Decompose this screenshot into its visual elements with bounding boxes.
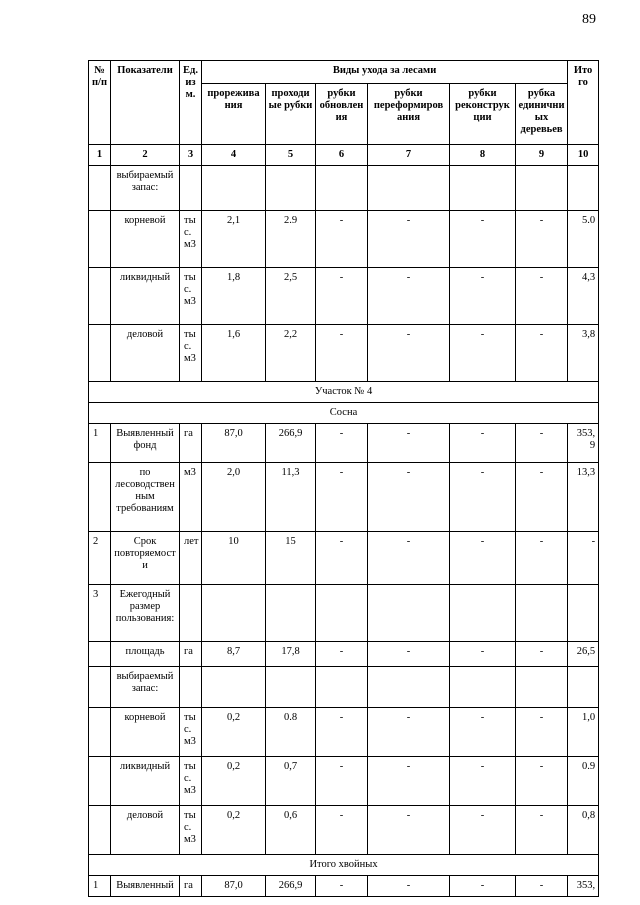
subcol-passage-cutting: проходи ые рубки [266,84,316,145]
row-number: 1 [89,424,111,463]
row-value: 87,0 [202,424,266,463]
row-value: 2.9 [266,211,316,268]
row-unit: м3 [180,463,202,532]
column-number: 9 [516,145,568,166]
page-number: 89 [582,12,596,27]
header-group-title: Виды ухода за лесами [202,61,568,84]
table-row [89,166,599,211]
row-number: 1 [89,876,111,897]
subcol-renewal-cutting: рубки обновлен ия [316,84,368,145]
row-value: - [316,532,368,585]
row-value [266,585,316,642]
row-value: 11,3 [266,463,316,532]
row-value: 0,2 [202,806,266,855]
row-value: - [516,642,568,667]
row-number [89,463,111,532]
header-unit: Ед. из м. [180,61,202,145]
row-value: 1,0 [568,708,599,757]
row-value: - [450,642,516,667]
row-value: - [316,325,368,382]
table-row [89,642,599,667]
row-value: - [516,463,568,532]
row-unit: ты с. м3 [180,325,202,382]
subcol-single-tree-cutting: рубка единични ых деревьев [516,84,568,145]
row-indicator: выбираемый запас: [111,166,180,211]
table-row [89,532,599,585]
table-row [89,424,599,463]
row-number [89,757,111,806]
row-indicator: Выявленный [111,876,180,897]
row-value: - [316,876,368,897]
row-unit: лет [180,532,202,585]
column-number: 10 [568,145,599,166]
row-value: 266,9 [266,424,316,463]
row-value [202,166,266,211]
row-unit: га [180,642,202,667]
row-value [266,166,316,211]
row-indicator: корневой [111,708,180,757]
row-value: - [368,532,450,585]
row-value: - [450,757,516,806]
row-value: 87,0 [202,876,266,897]
row-unit [180,166,202,211]
row-value: - [516,532,568,585]
row-value: - [516,268,568,325]
column-number-row [89,145,599,166]
row-value: - [368,211,450,268]
section-row [89,403,599,424]
row-number [89,667,111,708]
section-row [89,382,599,403]
row-value: - [450,325,516,382]
row-unit: ты с. м3 [180,757,202,806]
row-value [516,166,568,211]
row-value: - [450,532,516,585]
subcol-reformation-cutting: рубки переформиров ания [368,84,450,145]
row-value: 2,1 [202,211,266,268]
row-value: 1,8 [202,268,266,325]
section-title: Итого хвойных [89,855,599,876]
row-number [89,211,111,268]
row-unit: ты с. м3 [180,806,202,855]
row-value: - [316,642,368,667]
row-unit: ты с. м3 [180,268,202,325]
row-value: 0,2 [202,757,266,806]
row-value: 26,5 [568,642,599,667]
row-value: 3,8 [568,325,599,382]
subcol-thinning: прорежива ния [202,84,266,145]
row-indicator: деловой [111,806,180,855]
table-row [89,667,599,708]
row-value: - [368,325,450,382]
column-number: 6 [316,145,368,166]
row-value: - [516,876,568,897]
row-number: 3 [89,585,111,642]
row-value [568,585,599,642]
row-value: - [568,532,599,585]
row-value: 0.8 [266,708,316,757]
row-value [450,585,516,642]
table-row [89,211,599,268]
row-number [89,325,111,382]
row-value: 2,5 [266,268,316,325]
row-value: 2,0 [202,463,266,532]
column-number: 4 [202,145,266,166]
forest-care-table [88,60,599,897]
row-value [202,585,266,642]
row-indicator: Ежегодный размер пользования: [111,585,180,642]
row-value [316,585,368,642]
header-num: № п/п [89,61,111,145]
row-value: 0,6 [266,806,316,855]
column-number: 1 [89,145,111,166]
table-row [89,708,599,757]
row-value: - [450,463,516,532]
table-row [89,757,599,806]
row-value: 353, [568,876,599,897]
table-row [89,585,599,642]
row-value: - [316,708,368,757]
section-title: Участок № 4 [89,382,599,403]
row-value [450,667,516,708]
row-value [516,667,568,708]
table-row [89,876,599,897]
row-unit: ты с. м3 [180,708,202,757]
row-unit: ты с. м3 [180,211,202,268]
row-value: - [368,708,450,757]
column-number: 3 [180,145,202,166]
row-value: 266,9 [266,876,316,897]
row-value: - [368,642,450,667]
row-value: 0,7 [266,757,316,806]
row-unit: га [180,424,202,463]
row-value: - [316,211,368,268]
section-row [89,855,599,876]
row-indicator: площадь [111,642,180,667]
row-value [316,667,368,708]
row-value: 13,3 [568,463,599,532]
row-value: - [450,268,516,325]
row-value: 5.0 [568,211,599,268]
row-number [89,268,111,325]
row-value: - [516,806,568,855]
row-value: 0,2 [202,708,266,757]
row-indicator: деловой [111,325,180,382]
table-row [89,463,599,532]
row-value: - [516,325,568,382]
table-row [89,268,599,325]
column-number: 8 [450,145,516,166]
row-value: 4,3 [568,268,599,325]
row-value: - [316,268,368,325]
row-value: 17,8 [266,642,316,667]
subcol-reconstruction-cutting: рубки реконструк ции [450,84,516,145]
row-value: - [368,268,450,325]
row-number: 2 [89,532,111,585]
row-unit [180,667,202,708]
row-value: - [450,424,516,463]
row-value: 15 [266,532,316,585]
row-value: - [368,757,450,806]
row-indicator: ликвидный [111,757,180,806]
row-indicator: выбираемый запас: [111,667,180,708]
row-value: - [450,806,516,855]
row-value: - [316,757,368,806]
row-value [568,667,599,708]
row-value: - [450,876,516,897]
row-number [89,806,111,855]
row-value: - [368,463,450,532]
table-row [89,325,599,382]
column-number: 5 [266,145,316,166]
table-row [89,806,599,855]
row-value [450,166,516,211]
row-indicator: Выявленный фонд [111,424,180,463]
row-value: - [516,211,568,268]
row-value: - [316,806,368,855]
row-value [316,166,368,211]
row-value [266,667,316,708]
row-value [516,585,568,642]
row-value: - [368,876,450,897]
row-value [568,166,599,211]
row-value: 0,8 [568,806,599,855]
row-value: - [450,708,516,757]
row-value [202,667,266,708]
row-value [368,585,450,642]
row-value: - [368,806,450,855]
row-value: 0.9 [568,757,599,806]
row-unit [180,585,202,642]
header-indicator: Показатели [111,61,180,145]
column-number: 7 [368,145,450,166]
row-indicator: по лесоводствен ным требованиям [111,463,180,532]
section-title: Сосна [89,403,599,424]
row-value: - [450,211,516,268]
row-indicator: ликвидный [111,268,180,325]
row-number [89,708,111,757]
row-value: - [368,424,450,463]
row-value [368,166,450,211]
row-value: 8,7 [202,642,266,667]
row-unit: га [180,876,202,897]
row-value: - [516,424,568,463]
row-value [368,667,450,708]
row-value: 1,6 [202,325,266,382]
row-value: 10 [202,532,266,585]
row-indicator: корневой [111,211,180,268]
row-indicator: Срок повторяемост и [111,532,180,585]
column-number: 2 [111,145,180,166]
row-number [89,166,111,211]
row-value: - [316,463,368,532]
header-row [89,61,599,84]
row-value: - [516,757,568,806]
header-total: Ито го [568,61,599,145]
row-value: 2,2 [266,325,316,382]
row-value: 353, 9 [568,424,599,463]
row-value: - [516,708,568,757]
row-value: - [316,424,368,463]
row-number [89,642,111,667]
